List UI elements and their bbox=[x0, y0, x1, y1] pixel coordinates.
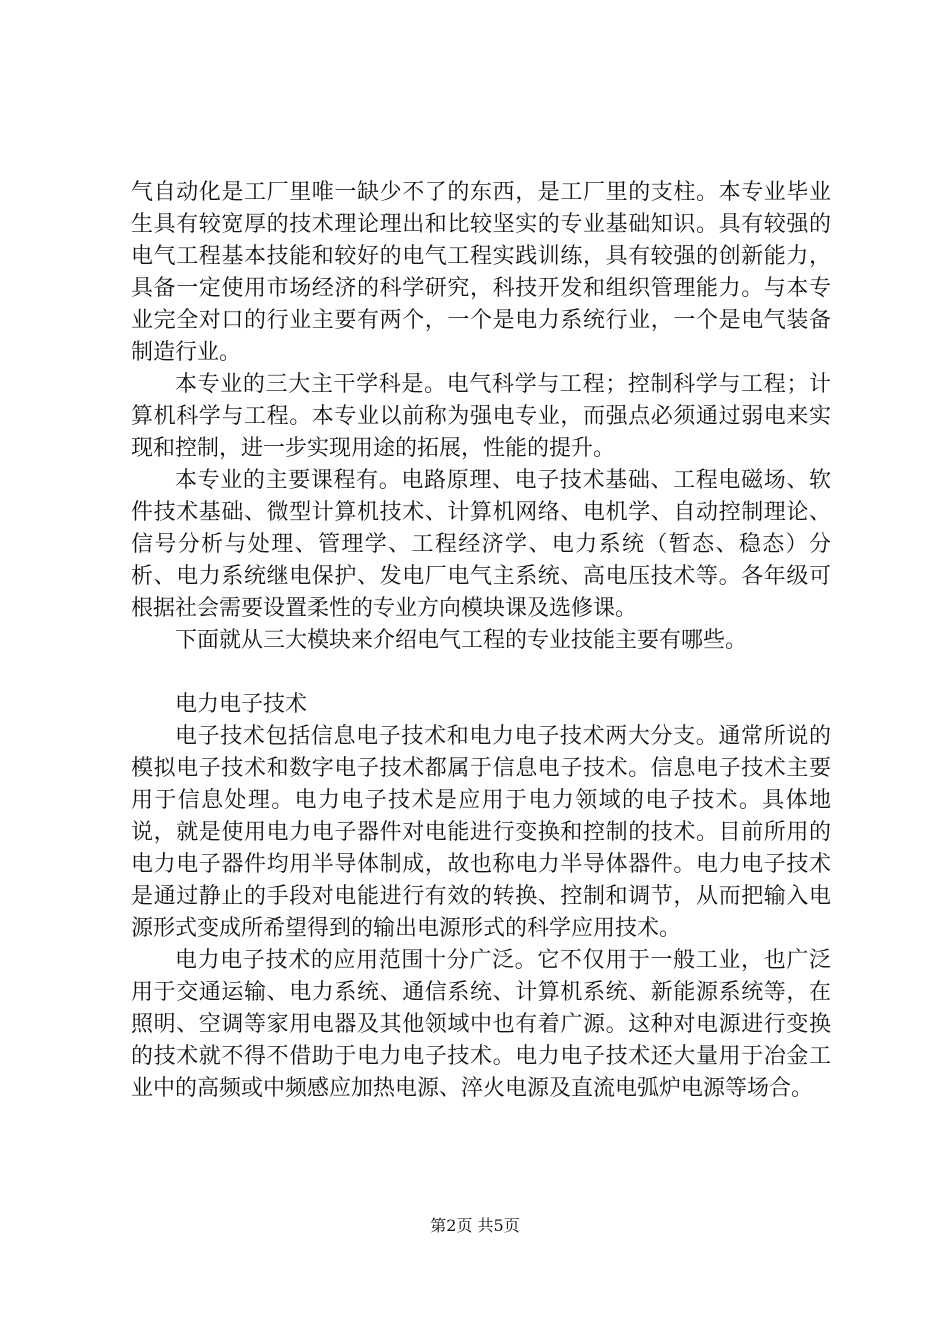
paragraph-courses: 本专业的主要课程有。电路原理、电子技术基础、工程电磁场、软件技术基础、微型计算机技术、计算机网络、电机学、自动控制理论、信号分析与处理、管理学、工程经济学、电力系统（暂态、稳态）分析、电力系统继电保护、发电厂电气主系统、高电压技术等。各年级可根据社会需要设置柔性的专业方向模块课及选修课。 bbox=[131, 468, 831, 621]
paragraph-continuation: 气自动化是工厂里唯一缺少不了的东西，是工厂里的支柱。本专业毕业生具有较宽厚的技术理论理出和比较坚实的专业基础知识。具有较强的电气工程基本技能和较好的电气工程实践训练，具有较强的创新能力，具备一定使用市场经济的科学研究，科技开发和组织管理能力。与本专业完全对口的行业主要有两个，一个是电力系统行业，一个是电气装备制造行业。 bbox=[131, 180, 831, 365]
paragraph-intro-modules: 下面就从三大模块来介绍电气工程的专业技能主要有哪些。 bbox=[175, 628, 748, 653]
paragraph-power-electronics-applications: 电力电子技术的应用范围十分广泛。它不仅用于一般工业，也广泛用于交通运输、电力系统、通信系统、计算机系统、新能源系统等，在照明、空调等家用电器及其他领域中也有着广源。这种对电源进行变换的技术就不得不借助于电力电子技术。电力电子技术还大量用于冶金工业中的高频或中频感应加热电源、淬火电源及直流电弧炉电源等场合。 bbox=[131, 948, 831, 1101]
blank-line bbox=[131, 657, 831, 689]
paragraph-power-electronics-definition: 电子技术包括信息电子技术和电力电子技术两大分支。通常所说的模拟电子技术和数字电子技术都属于信息电子技术。信息电子技术主要用于信息处理。电力电子技术是应用于电力领域的电子技术。具体地说，就是使用电力电子器件对电能进行变换和控制的技术。目前所用的电力电子器件均用半导体制成，故也称电力半导体器件。电力电子技术是通过静止的手段对电能进行有效的转换、控制和调节，从而把输入电源形式变成所希望得到的输出电源形式的科学应用技术。 bbox=[131, 724, 831, 941]
paragraph-disciplines: 本专业的三大主干学科是。电气科学与工程；控制科学与工程；计算机科学与工程。本专业以前称为强电专业，而强点必须通过弱电来实现和控制，进一步实现用途的拓展，性能的提升。 bbox=[131, 372, 831, 461]
page-number-footer: 第2页 共5页 bbox=[430, 1216, 520, 1235]
section-heading: 电力电子技术 bbox=[175, 692, 308, 717]
document-body bbox=[131, 177, 831, 1105]
